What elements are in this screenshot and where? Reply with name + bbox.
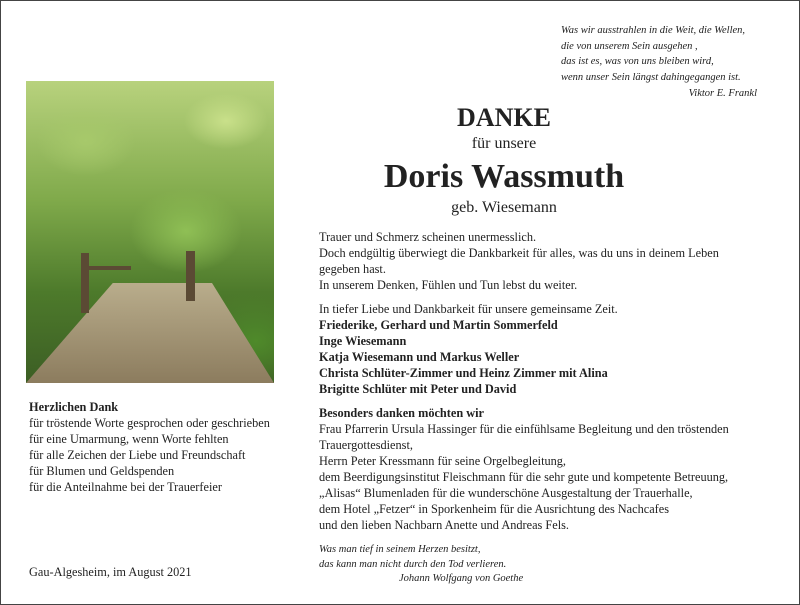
quote-line: die von unserem Sein ausgehen , xyxy=(561,40,698,52)
subtitle: für unsere xyxy=(471,135,537,152)
family-name: Christa Schlüter-Zimmer und Heinz Zimmer mit Alina xyxy=(319,366,608,380)
fence-post xyxy=(81,253,89,313)
thanks-line: und den lieben Nachbarn Anette und Andreas Fels. xyxy=(319,518,569,532)
quote-line: Was wir ausstrahlen in die Weit, die Wellen, xyxy=(561,25,746,36)
intro-line: In unserem Denken, Fühlen und Tun lebst du weiter. xyxy=(319,278,578,292)
family-name: Inge Wiesemann xyxy=(319,334,407,348)
bottom-quote xyxy=(319,543,779,587)
left-thanks-line: für tröstende Worte gesprochen oder geschrieben xyxy=(29,416,270,430)
thanks-line: Frau Pfarrerin Ursula Hassinger für die einfühlsame Begleitung und den tröstenden xyxy=(319,422,729,436)
left-thanks xyxy=(29,399,289,495)
left-thanks-line: für Blumen und Geldspenden xyxy=(29,464,175,478)
left-thanks-line: für eine Umarmung, wenn Worte fehlten xyxy=(29,432,229,446)
quote-author: Johann Wolfgang von Goethe xyxy=(399,573,524,584)
quote-line: wenn unser Sein längst dahingegangen ist. xyxy=(561,71,741,83)
family-name: Katja Wiesemann und Markus Weller xyxy=(319,350,520,364)
family-name: Friederike, Gerhard und Martin Sommerfeld xyxy=(319,318,558,332)
intro-line: Trauer und Schmerz scheinen unermesslich. xyxy=(319,230,537,244)
quote-line: das kann man nicht durch den Tod verlieren. xyxy=(319,558,507,570)
fence-post xyxy=(186,251,195,301)
quote-line: das ist es, was von uns bleiben wird, xyxy=(561,56,714,67)
thanks-line: Trauergottesdienst, xyxy=(319,438,413,452)
quote-author: Viktor E. Frankl xyxy=(688,88,757,99)
left-thanks-heading: Herzlichen Dank xyxy=(29,400,119,414)
place-date: Gau-Algesheim, im August 2021 xyxy=(29,565,192,579)
thanks-line: „Alisas“ Blumenladen für die wunderschöne Ausgestaltung der Trauerhalle, xyxy=(319,486,693,500)
top-quote xyxy=(561,23,757,102)
left-thanks-line: für die Anteilnahme bei der Trauerfeier xyxy=(29,480,222,494)
heading-block xyxy=(319,101,689,217)
thanks-line: Herrn Peter Kressmann für seine Orgelbegleitung, xyxy=(319,454,567,468)
quote-line: Was man tief in seinem Herzen besitzt, xyxy=(319,544,481,555)
family-name: Brigitte Schlüter mit Peter und David xyxy=(319,382,517,396)
forest-path-photo xyxy=(26,81,274,383)
intro-line: gegeben hast. xyxy=(319,262,386,276)
title: DANKE xyxy=(457,103,551,132)
special-thanks-heading: Besonders danken möchten wir xyxy=(319,406,484,420)
birth-name: geb. Wiesemann xyxy=(451,199,557,216)
family-lead: In tiefer Liebe und Dankbarkeit für unsere gemeinsame Zeit. xyxy=(319,302,618,316)
deceased-name: Doris Wassmuth xyxy=(383,158,625,195)
path xyxy=(26,283,274,383)
fence-rail xyxy=(81,266,131,270)
thanks-line: dem Beerdigungsinstitut Fleischmann für die sehr gute und kompetente Betreuung, xyxy=(319,470,729,484)
left-thanks-line: für alle Zeichen der Liebe und Freundschaft xyxy=(29,448,246,462)
main-text xyxy=(319,229,779,587)
intro-line: Doch endgültig überwiegt die Dankbarkeit für alles, was du uns in deinem Leben xyxy=(319,246,719,260)
thanks-line: dem Hotel „Fetzer“ in Sporkenheim für die Ausrichtung des Nachcafes xyxy=(319,502,670,516)
